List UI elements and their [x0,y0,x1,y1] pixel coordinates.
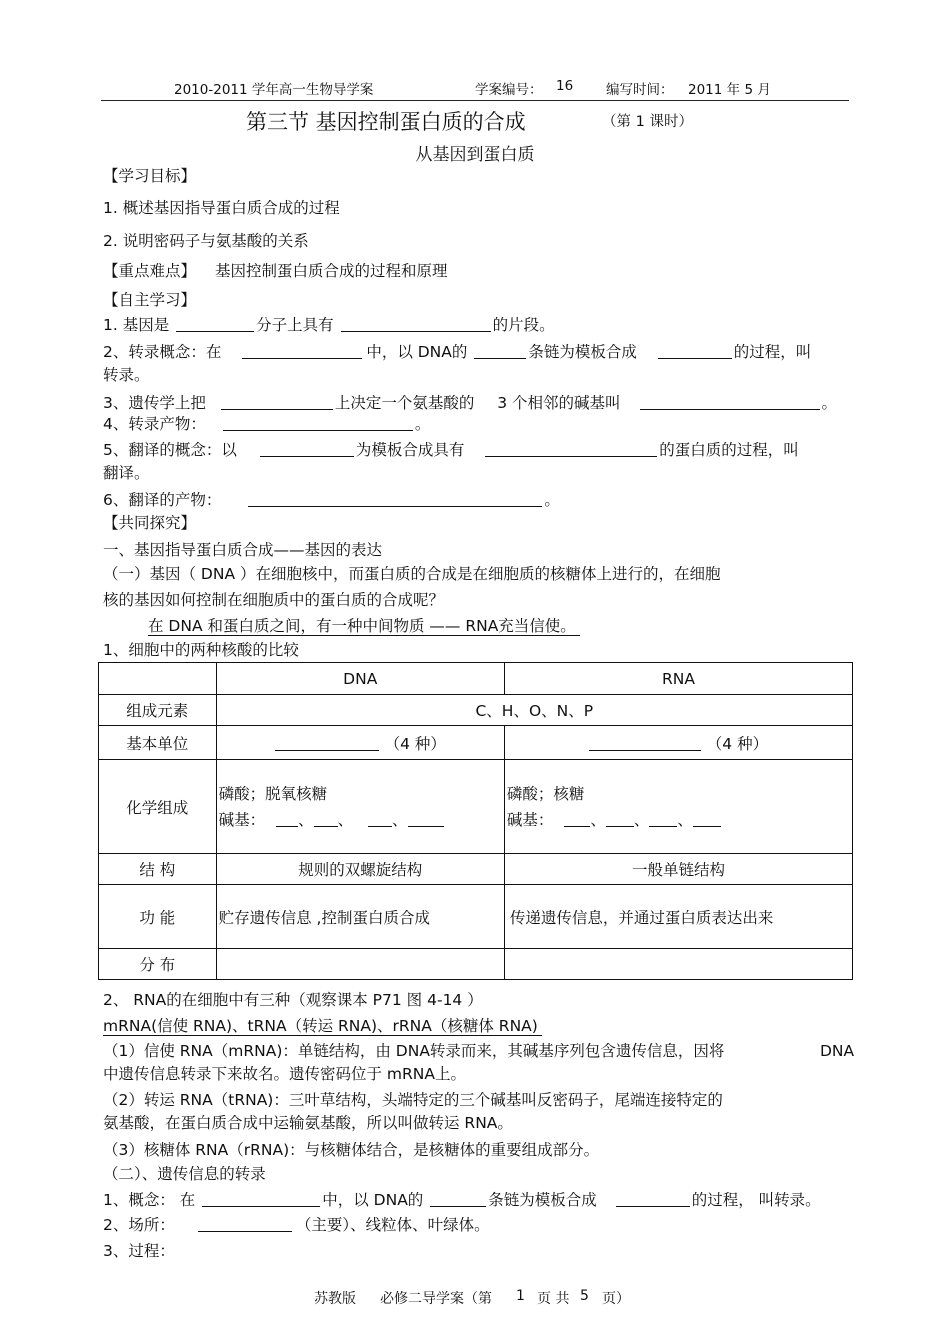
question-1 [103,315,555,335]
dna-bases: 碱基： 、 、 、 [219,807,504,833]
rna-function: 传递遗传信息，并通过蛋白质表达出来 [504,885,852,949]
section-heading: 一、基因指导蛋白质合成——基因的表达 [103,541,383,559]
answer-blank[interactable] [223,415,413,431]
answer-blank[interactable] [176,316,254,332]
q2-text: 中，以 DNA的 [366,343,468,361]
trna-desc: （2）转运 RNA（tRNA)：三叶草结构，头端特定的三个碱基叫反密码子，尾端连接特定的 [103,1091,723,1109]
footer-edition: 苏教版 [314,1291,356,1307]
answer-blank[interactable] [640,394,820,410]
rna-distribution[interactable] [504,949,852,980]
q3-text: 上决定一个氨基酸的 [334,394,475,412]
answer-blank[interactable] [474,343,526,359]
base-label: 碱基： [218,810,266,829]
table-row [99,885,853,949]
dna-function: 贮存遗传信息 ,控制蛋白质合成 [216,885,504,949]
case-no-label: 学案编号： [475,82,543,98]
answer-blank[interactable] [275,735,379,751]
mrna-desc: 中遗传信息转录下来故名。遗传密码位于 mRNA上。 [103,1065,466,1083]
intro-text: （一）基因（ DNA ）在细胞核中，而蛋白质的合成是在细胞质的核糖体上进行的，在细胞 [103,565,721,583]
table-header-dna: DNA [216,663,504,695]
dna-unit-cell [216,726,504,760]
footer-end: 页） [602,1291,630,1307]
nucleic-acid-table [98,662,853,980]
self-study-heading: 【自主学习】 [103,291,197,309]
trna-desc: 氨基酸，在蛋白质合成中运输氨基酸，所以叫做转运 RNA。 [103,1114,513,1132]
table-row [99,726,853,760]
transcription-site [103,1215,490,1235]
footer-page-suffix: 页 共 [537,1291,570,1307]
rrna-desc: （3）核糖体 RNA（rRNA)：与核糖体结合，是核糖体的重要组成部分。 [103,1141,600,1159]
rna-types-list [103,1016,542,1036]
row-label: 结 构 [99,854,217,885]
key-points-text: 基因控制蛋白质合成的过程和原理 [214,262,448,280]
answer-blank[interactable] [589,735,701,751]
base-label: 碱基： [506,810,554,829]
answer-blank[interactable] [693,811,721,827]
transcription-heading: （二）、遗传信息的转录 [103,1165,266,1183]
question-5 [103,440,799,460]
question-3 [103,393,837,413]
explore-heading: 【共同探究】 [103,514,197,532]
table-cell [99,663,217,695]
answer-blank[interactable] [260,441,354,457]
concept-text: 的过程， 叫转录。 [691,1191,821,1209]
header-rule [101,100,849,101]
rna-types-text: mRNA(信使 RNA)、tRNA（转运 RNA)、rRNA（核糖体 RNA) [103,1017,542,1036]
concept-text: 条链为模板合成 [488,1191,597,1209]
question-4 [103,414,430,434]
dna-chem-cell [216,760,504,854]
q3-text: 3、遗传学上把 [103,394,206,412]
transcription-concept [103,1190,821,1210]
site-text: 2、场所： [103,1216,175,1234]
rna-types-title: 2、 RNA的在细胞中有三种（观察课本 P71 图 4-14 ） [103,991,483,1009]
q5-text: 为模板合成具有 [355,441,465,459]
answer-blank[interactable] [606,811,634,827]
question-2 [103,342,811,362]
rna-unit-cell [504,726,852,760]
mrna-desc: （1）信使 RNA（mRNA)：单链结构，由 DNA转录而来，其碱基序列包含遗传信息，因将 [103,1042,725,1060]
row-label: 分 布 [99,949,217,980]
rna-chem: 磷酸；核糖 [506,784,585,803]
footer-total: 5 [580,1288,589,1304]
table-row [99,695,853,726]
key-points-label: 【重点难点】 [103,262,197,280]
rna-bases: 碱基： 、 、 、 [507,807,852,833]
q1-text: 的片段。 [492,316,555,334]
rna-chem-cell [504,760,852,854]
answer-blank[interactable] [485,441,657,457]
table-row [99,949,853,980]
unit-kind: （4 种） [706,734,769,753]
answer-blank[interactable] [368,811,392,827]
answer-blank[interactable] [221,394,333,410]
answer-blank[interactable] [314,811,338,827]
course-title: 2010-2011 学年高一生物导学案 [174,82,374,98]
answer-blank[interactable] [616,1191,690,1207]
elements-value: C、H、O、N、P [216,695,852,726]
objectives-heading: 【学习目标】 [103,167,197,185]
answer-blank[interactable] [649,811,677,827]
row-label: 化学组成 [99,760,217,854]
answer-blank[interactable] [564,811,590,827]
answer-blank[interactable] [658,343,732,359]
q2-text: 2、转录概念：在 [103,343,222,361]
q1-text: 1. 基因是 [103,316,170,334]
table-row [99,854,853,885]
title-session: （第 1 课时） [602,114,693,130]
concept-text: 1、概念： 在 [103,1191,196,1209]
answer-blank[interactable] [248,491,542,507]
q2-text: 的过程，叫 [733,343,812,361]
answer-blank[interactable] [242,343,362,359]
answer-blank[interactable] [198,1216,292,1232]
intro-text: 核的基因如何控制在细胞质中的蛋白质的合成呢？ [103,591,445,609]
dna-structure: 规则的双螺旋结构 [216,854,504,885]
q4-text: 4、转录产物： [103,415,206,433]
key-points [103,261,447,281]
time-label: 编写时间： [606,82,674,98]
unit-kind: （4 种） [384,734,446,753]
footer-page: 1 [516,1288,525,1304]
q3-text: 3 个相邻的碱基叫 [497,394,621,412]
page-title: 第三节 基因控制蛋白质的合成 [246,110,526,134]
answer-blank[interactable] [202,1191,320,1207]
q1-text: 分子上具有 [256,316,334,334]
q5-continuation: 翻译。 [103,464,150,482]
table-row [99,760,853,854]
dna-chem: 磷酸；脱氧核糖 [218,784,328,803]
table-row [99,663,853,695]
table-header-rna: RNA [504,663,852,695]
dna-distribution[interactable] [216,949,504,980]
rna-structure: 一般单链结构 [504,854,852,885]
question-6 [103,490,560,510]
answer-blank[interactable] [408,811,444,827]
answer-blank[interactable] [341,316,491,332]
page-subtitle: 从基因到蛋白质 [415,145,535,165]
q2-text: 条链为模板合成 [528,343,637,361]
concept-text: 中，以 DNA的 [322,1191,424,1209]
row-label: 功 能 [99,885,217,949]
transcription-process: 3、过程： [103,1242,175,1260]
q6-text: 。 [544,491,560,509]
time-value: 2011 年 5 月 [688,82,771,98]
site-text: （主要）、线粒体、叶绿体。 [295,1216,490,1234]
q6-text: 6、翻译的产物： [103,491,222,509]
q3-text: 。 [821,394,838,412]
objective-item: 1. 概述基因指导蛋白质合成的过程 [103,199,340,217]
objective-item: 2. 说明密码子与氨基酸的关系 [103,232,309,250]
mrna-desc-end: DNA [820,1042,855,1060]
compare-title: 1、细胞中的两种核酸的比较 [103,641,299,659]
answer-blank[interactable] [276,811,298,827]
answer-blank[interactable] [430,1191,486,1207]
row-label: 组成元素 [99,695,217,726]
q4-text: 。 [414,415,431,433]
footer-book: 必修二导学案（第 [380,1291,492,1307]
q5-text: 的蛋白质的过程，叫 [659,441,799,459]
q2-continuation: 转录。 [103,366,150,384]
row-label: 基本单位 [99,726,217,760]
q5-text: 5、翻译的概念：以 [103,441,237,459]
case-no: 16 [556,78,574,94]
messenger-note [148,616,580,636]
messenger-text: 在 DNA 和蛋白质之间，有一种中间物质 —— RNA充当信使。 [148,617,580,636]
